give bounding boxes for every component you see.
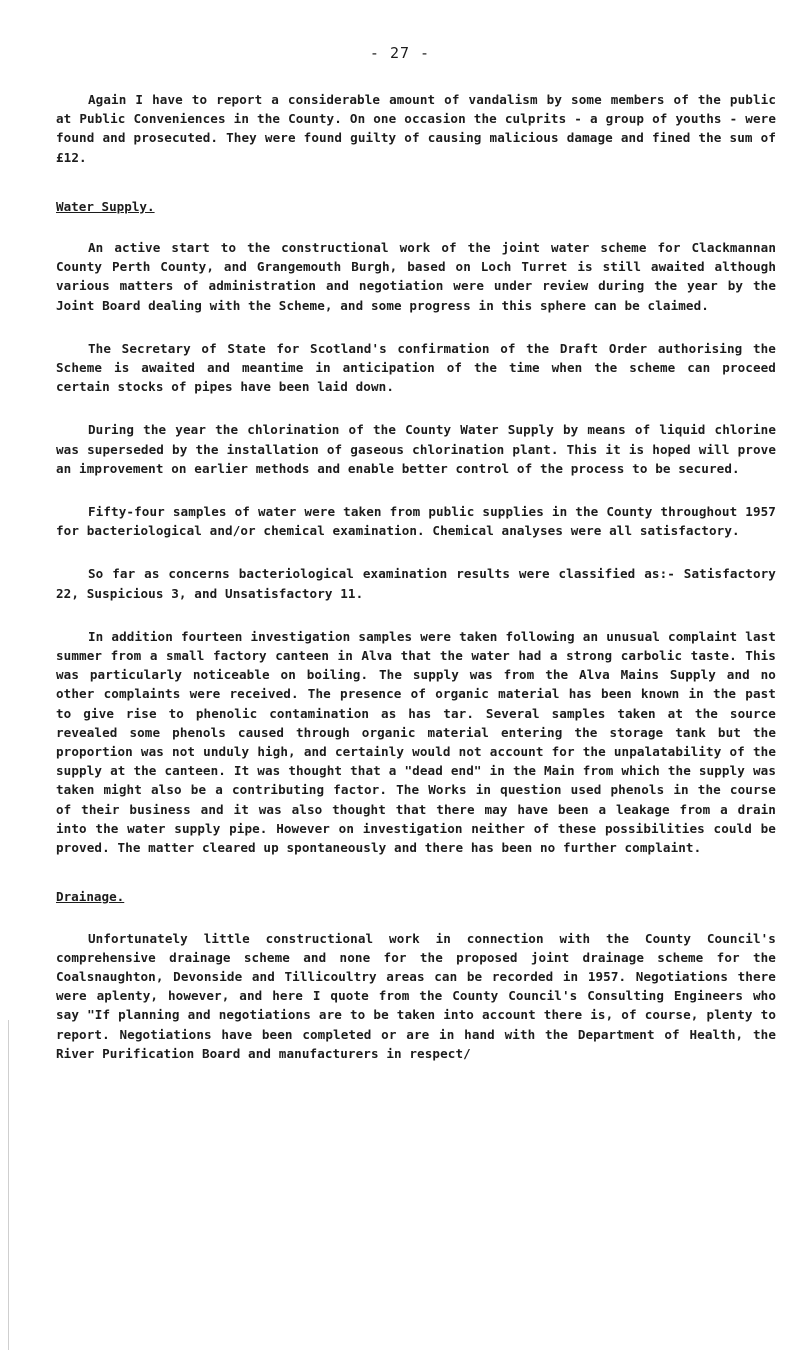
water-scheme-paragraph: An active start to the constructional work of the joint water scheme for Clackmannan County Perth County, and Grangemouth Burgh, based on Loch Turret is still awaited although various matters of administration and negotiation were under review during the year by the Joint Board dealing with the Scheme, and some progress in this sphere can be claimed. (56, 240, 776, 313)
draft-order-paragraph: The Secretary of State for Scotland's confirmation of the Draft Order authorising the Scheme is awaited and meantime in anticipation of the time when the scheme can proceed certain stocks of pipes have been laid down. (56, 340, 776, 395)
page-body (56, 90, 776, 1087)
drainage-paragraph: Unfortunately little constructional work in connection with the County Council's comprehensive drainage scheme and none for the proposed joint drainage scheme for the Coalsnaughton, Devonside and Tillicoultry areas can be recorded in 1957. Negotiations there were aplenty, however, and here I quote from the County Council's Consulting Engineers who say "If planning and negotiations are to be taken into account there is, of course, plenty to report. Negotiations have been completed or are in hand with the Department of Health, the River Purification Board and manufacturers in respect/ (56, 930, 776, 1061)
water-supply-heading: Water Supply. (56, 198, 155, 214)
scan-margin-line (8, 1020, 9, 1350)
page-number: - 27 - (369, 44, 431, 62)
drainage-heading: Drainage. (56, 889, 125, 905)
investigation-paragraph: In addition fourteen investigation samples were taken following an unusual complaint last summer from a small factory canteen in Alva that the water had a strong carbolic taste. This was particularly noticeable on boiling. The supply was from the Alva Mains Supply and no other complaints were received. The presence of organic material has been known in the past to give rise to phenolic contamination as has tar. Several samples taken at the source revealed some phenols caused through organic material entering the storage tank but the proportion was not unduly high, and certainly would not account for the unpalatability of the supply at the canteen. It was thought that a "dead end" in the Main from which the supply was taken might also be a contributing factor. The Works in question used phenols in the course of their business and it was also thought that there may have been a leakage from a drain into the water supply pipe. However on investigation neither of these possibilities could be proved. The matter cleared up spontaneously and there has been no further complaint. (56, 628, 776, 856)
vandalism-paragraph: Again I have to report a considerable amount of vandalism by some members of the public at Public Conveniences in the County. On one occasion the culprits - a group of youths - were found and prosecuted. They were found guilty of causing malicious damage and fined the sum of £12. (56, 92, 776, 165)
bacteriological-results-paragraph: So far as concerns bacteriological examination results were classified as:- Satisfactory 22, Suspicious 3, and Unsatisfactory 11. (56, 566, 776, 601)
chlorination-paragraph: During the year the chlorination of the County Water Supply by means of liquid chlorine was superseded by the installation of gaseous chlorination plant. This it is hoped will prove an improvement on earlier methods and enable better control of the process to be secured. (56, 422, 776, 476)
samples-paragraph: Fifty-four samples of water were taken from public supplies in the County throughout 1957 for bacteriological and/or chemical examination. Chemical analyses were all satisfactory. (56, 504, 776, 539)
